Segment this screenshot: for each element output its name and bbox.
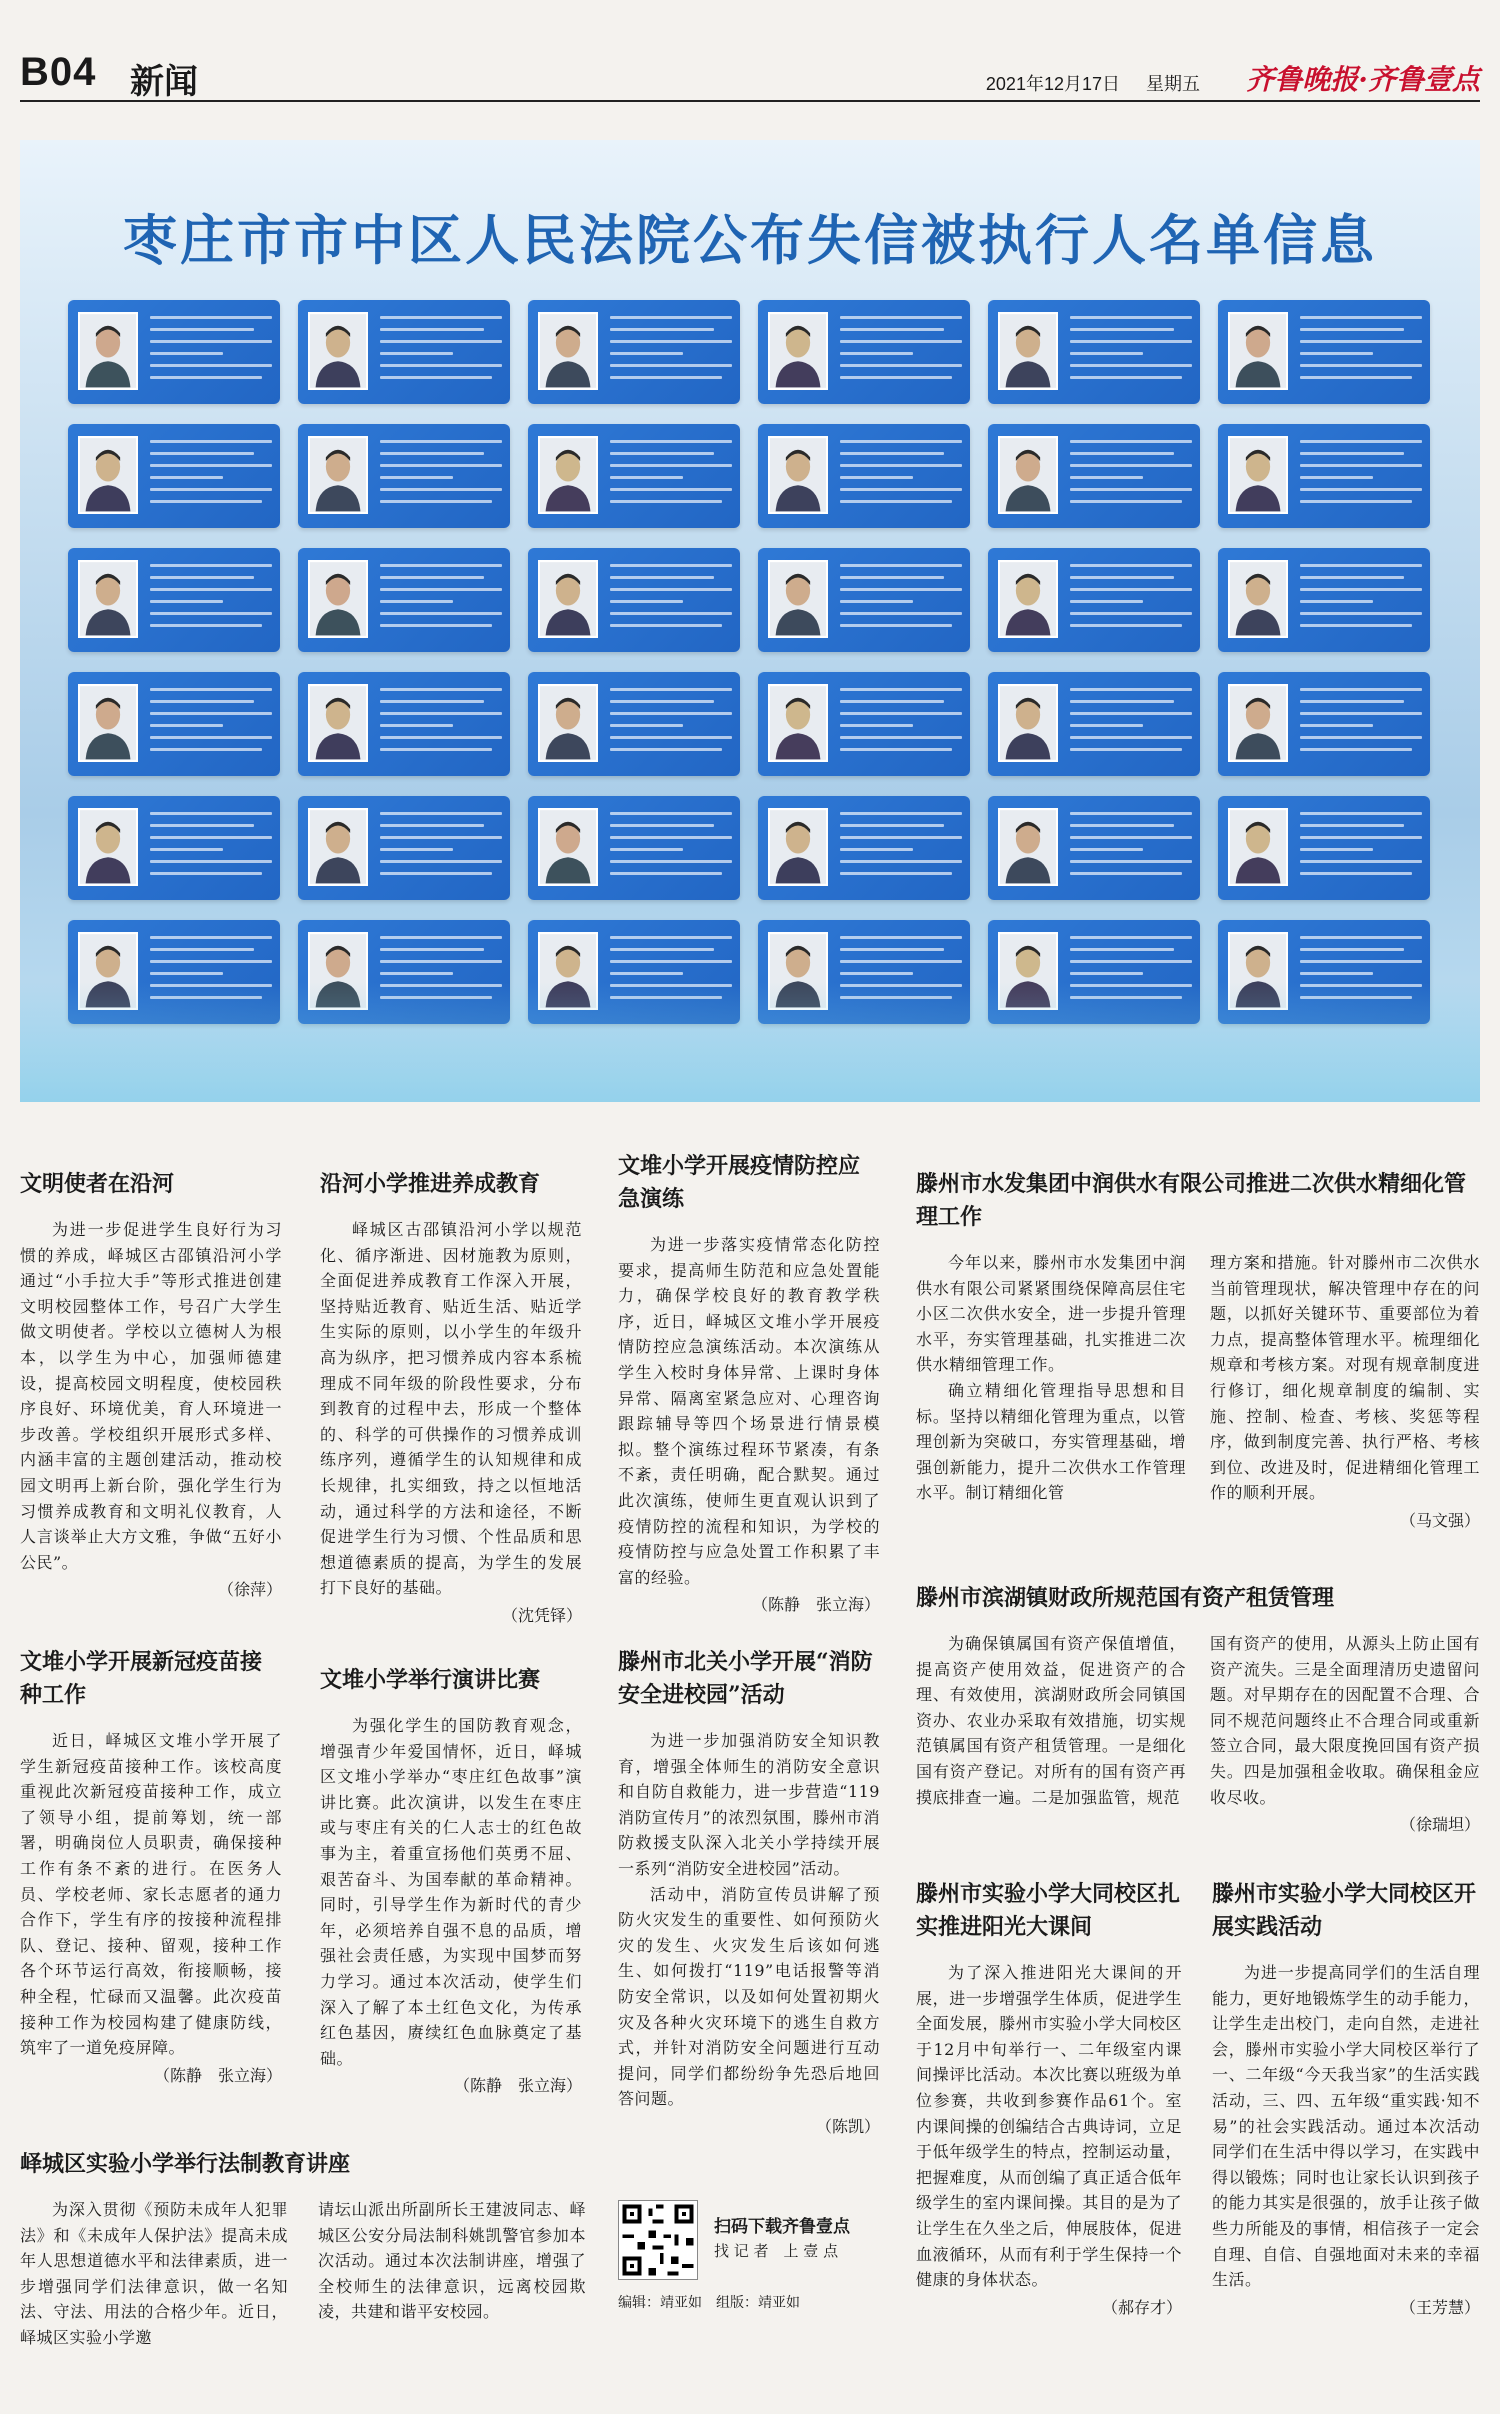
article-author: （马文强） bbox=[1399, 1510, 1480, 1530]
article-sunshine bbox=[916, 1878, 1182, 2318]
debtor-card bbox=[988, 300, 1200, 404]
card-text-lines bbox=[840, 564, 962, 636]
masthead bbox=[20, 40, 1480, 102]
debtor-card bbox=[528, 300, 740, 404]
card-text-lines bbox=[610, 316, 732, 388]
debtor-card bbox=[68, 300, 280, 404]
portrait-photo bbox=[78, 312, 138, 390]
debtor-card bbox=[298, 548, 510, 652]
card-text-lines bbox=[840, 688, 962, 760]
card-text-lines bbox=[1070, 688, 1192, 760]
debtor-card bbox=[298, 424, 510, 528]
card-text-lines bbox=[1300, 440, 1422, 512]
article-body: 为进一步促进学生良好行为习惯的养成，峄城区古邵镇沿河小学通过“小手拉大手”等形式推进创建文明校园整体工作，号召广大学生做文明使者。学校以立德树人为根本，以学生为中心，加强师德建设，提高校园文明程度，使校园秩序良好、环境优美，育人环境进一步改善。学校组织开展形式多样、内涵丰富的主题创建活动，推动校园文明再上新台阶，强化学生行为习惯养成教育和文明礼仪教育，人人言谈举止大方文雅，争做“五好小公民”。 bbox=[20, 1220, 282, 1572]
portrait-photo bbox=[538, 808, 598, 886]
brand-logo: 齐鲁晚报·齐鲁壹点 bbox=[1246, 63, 1480, 96]
article-title: 文堆小学开展新冠疫苗接种工作 bbox=[20, 1649, 263, 1708]
article-yanghe bbox=[320, 1168, 582, 1626]
debtor-card bbox=[528, 548, 740, 652]
portrait-photo bbox=[308, 312, 368, 390]
debtor-card bbox=[758, 300, 970, 404]
article-body: 活动中，消防宣传员讲解了预防火灾发生的重要性、如何预防火灾的发生、火灾发生后该如何逃生、如何拨打“119”电话报警等消防安全常识，以及如何处置初期火灾及各种火灾环境下的逃生自救方式，并针对消防安全问题进行互动提问，同学们都纷纷争先恐后地回答问题。 bbox=[618, 1884, 880, 2109]
banner-title: 枣庄市市中区人民法院公布失信被执行人名单信息 bbox=[123, 209, 1377, 272]
portrait-photo bbox=[538, 312, 598, 390]
portrait-photo bbox=[78, 560, 138, 638]
card-text-lines bbox=[840, 812, 962, 884]
article-body: 请坛山派出所副所长王建波同志、峄城区公安分局法制科姚凯警官参加本次活动。通过本次法制讲座，增强了全校师生的法律意识，远离校园欺凌，共建和谐平安校园。 bbox=[318, 2200, 586, 2322]
debtor-card-grid bbox=[68, 300, 1432, 1024]
card-text-lines bbox=[380, 688, 502, 760]
article-practice bbox=[1212, 1878, 1480, 2318]
debtor-card bbox=[68, 548, 280, 652]
article-author: （陈凯） bbox=[815, 2116, 880, 2136]
debtor-card bbox=[68, 796, 280, 900]
article-title: 滕州市实验小学大同校区开展实践活动 bbox=[1212, 1881, 1477, 1940]
debtor-card bbox=[758, 672, 970, 776]
debtor-card bbox=[988, 796, 1200, 900]
banner-decoration bbox=[20, 982, 1480, 1102]
article-body: 理方案和措施。针对滕州市二次供水当前管理现状，解决管理中存在的问题，以抓好关键环节、重要部位为着力点，提高整体管理水平。梳理细化规章和考核方案。对现有规章制度进行修订，细化规章制度的编制、实施、控制、检查、考核、奖惩等程序，做到制度完善、执行严格、考核到位、改进及时，促进精细化管理工作的顺利开展。 bbox=[1210, 1253, 1480, 1503]
portrait-photo bbox=[308, 808, 368, 886]
debtor-card bbox=[1218, 672, 1430, 776]
card-text-lines bbox=[150, 440, 272, 512]
debtor-card bbox=[298, 796, 510, 900]
card-text-lines bbox=[610, 688, 732, 760]
portrait-photo bbox=[78, 436, 138, 514]
card-text-lines bbox=[1300, 688, 1422, 760]
portrait-photo bbox=[1228, 436, 1288, 514]
article-author: （陈静 张立海） bbox=[453, 2076, 582, 2096]
card-text-lines bbox=[380, 316, 502, 388]
article-title: 滕州市实验小学大同校区扎实推进阳光大课间 bbox=[916, 1881, 1181, 1940]
portrait-photo bbox=[1228, 684, 1288, 762]
card-text-lines bbox=[840, 440, 962, 512]
article-law bbox=[20, 2148, 586, 2351]
card-text-lines bbox=[150, 564, 272, 636]
debtor-card bbox=[298, 672, 510, 776]
issue-weekday: 星期五 bbox=[1146, 74, 1200, 95]
article-body: 今年以来，滕州市水发集团中润供水有限公司紧紧围绕保障高层住宅小区二次供水安全，进一步提升管理水平，夯实管理基础，扎实推进二次供水精细管理工作。 bbox=[916, 1253, 1186, 1375]
card-text-lines bbox=[1300, 812, 1422, 884]
debtor-card bbox=[758, 796, 970, 900]
card-text-lines bbox=[1300, 564, 1422, 636]
portrait-photo bbox=[308, 684, 368, 762]
debtor-card bbox=[68, 424, 280, 528]
article-author: （徐萍） bbox=[217, 1580, 282, 1600]
page-number: B04 bbox=[20, 50, 97, 94]
portrait-photo bbox=[1228, 312, 1288, 390]
portrait-photo bbox=[998, 436, 1058, 514]
article-title: 文明使者在沿河 bbox=[20, 1171, 175, 1197]
debtor-card bbox=[528, 672, 740, 776]
card-text-lines bbox=[150, 688, 272, 760]
article-water bbox=[916, 1168, 1480, 1531]
article-body: 为强化学生的国防教育观念，增强青少年爱国情怀，近日，峄城区文堆小学举办“枣庄红色故事”演讲比赛。此次演讲，以发生在枣庄或与枣庄有关的仁人志士的红色故事为主，着重宣扬他们英勇不屈、艰苦奋斗、为国奉献的革命精神。同时，引导学生作为新时代的青少年，必须培养自强不息的品质，增强社会责任感，为实现中国梦而努力学习。通过本次活动，使学生们深入了解了本土红色文化，为传承红色基因，赓续红色血脉奠定了基础。 bbox=[320, 1716, 582, 2068]
article-binhu bbox=[916, 1582, 1480, 1835]
card-text-lines bbox=[840, 316, 962, 388]
card-text-lines bbox=[610, 812, 732, 884]
article-speech bbox=[320, 1664, 582, 2096]
portrait-photo bbox=[1228, 808, 1288, 886]
portrait-photo bbox=[308, 560, 368, 638]
article-author: （徐瑞坦） bbox=[1399, 1815, 1480, 1835]
article-title: 文堆小学开展疫情防控应急演练 bbox=[618, 1153, 861, 1212]
debtor-card bbox=[988, 424, 1200, 528]
article-fire bbox=[618, 1646, 880, 2137]
portrait-photo bbox=[538, 684, 598, 762]
article-body: 为了深入推进阳光大课间的开展，进一步增强学生体质，促进学生全面发展，滕州市实验小学大同校区于12月中旬举行一、二年级室内课间操评比活动。本次比赛以班级为单位参赛，共收到参赛作品61个。室内课间操的创编结合古典诗词，立足于低年级学生的特点，控制运动量，把握难度，从而创编了真正适合低年级学生的室内课间操。其目的是为了让学生在久坐之后，伸展肢体，促进血液循环，从而有利于学生保持一个健康的身体状态。 bbox=[916, 1963, 1182, 2290]
portrait-photo bbox=[768, 808, 828, 886]
article-title: 峄城区实验小学举行法制教育讲座 bbox=[20, 2151, 351, 2177]
article-author: （陈静 张立海） bbox=[751, 1595, 880, 1615]
card-text-lines bbox=[1070, 316, 1192, 388]
portrait-photo bbox=[768, 312, 828, 390]
debtor-card bbox=[1218, 796, 1430, 900]
debtor-card bbox=[528, 796, 740, 900]
debtor-card bbox=[758, 424, 970, 528]
article-body: 国有资产的使用，从源头上防止国有资产流失。三是全面理清历史遗留问题。对早期存在的因配置不合理、合同不规范问题终止不合理合同或重新签立合同，最大限度挽回国有资产损失。四是加强租金收取。确保租金应收尽收。 bbox=[1210, 1634, 1480, 1807]
portrait-photo bbox=[78, 808, 138, 886]
card-text-lines bbox=[1070, 564, 1192, 636]
qr-code[interactable] bbox=[618, 2200, 698, 2280]
article-body: 为进一步加强消防安全知识教育，增强全体师生的消防安全意识和自防自救能力，进一步营造“119消防宣传月”的浓烈氛围，滕州市消防救援支队深入北关小学持续开展一系列“消防安全进校园”活动。 bbox=[618, 1731, 880, 1878]
article-body: 为深入贯彻《预防未成年人犯罪法》和《未成年人保护法》提高未成年人思想道德水平和法律素质，进一步增强同学们法律意识，做一名知法、守法、用法的合格少年。近日，峄城区实验小学邀 bbox=[20, 2200, 288, 2347]
article-vaccine bbox=[20, 1646, 282, 2086]
portrait-photo bbox=[78, 684, 138, 762]
debtor-card bbox=[1218, 548, 1430, 652]
article-body: 为确保镇属国有资产保值增值，提高资产使用效益，促进资产的合理、有效使用，滨湖财政所会同镇国资办、农业办采取有效措施，切实规范镇属国有资产租赁管理。一是细化国有资产登记。对所有的国有资产再摸底排查一遍。二是加强监管，规范 bbox=[916, 1634, 1186, 1807]
portrait-photo bbox=[998, 312, 1058, 390]
article-body: 峄城区古邵镇沿河小学以规范化、循序渐进、因材施教为原则，全面促进养成教育工作深入开展，坚持贴近教育、贴近生活、贴近学生实际的原则，以小学生的年级升高为纵序，把习惯养成内容本系梳理成不同年级的阶段性要求，分布到教育的过程中去，形成一个整体的、科学的可供操作的习惯养成训练序列，遵循学生的认知规律和成长规律，扎实细致，持之以恒地活动，通过科学的方法和途径，不断促进学生行为习惯、个性品质和思想道德素质的提高，为学生的发展打下良好的基础。 bbox=[320, 1220, 582, 1598]
portrait-photo bbox=[998, 560, 1058, 638]
debtor-card bbox=[988, 548, 1200, 652]
article-title: 文堆小学举行演讲比赛 bbox=[320, 1667, 541, 1693]
debtor-card bbox=[68, 672, 280, 776]
article-author: （王芳慧） bbox=[1399, 2297, 1480, 2317]
article-body: 近日，峄城区文堆小学开展了学生新冠疫苗接种工作。该校高度重视此次新冠疫苗接种工作，成立了领导小组，提前筹划，统一部署，明确岗位人员职责，确保接种工作有条不紊的进行。在医务人员、学校老师、家长志愿者的通力合作下，学生有序的按接种流程排队、登记、接种、留观，接种工作各个环节运行高效，衔接顺畅，接种全程，忙碌而又温馨。此次疫苗接种工作为校园构建了健康防线，筑牢了一道免疫屏障。 bbox=[20, 1731, 282, 2058]
article-body: 为进一步落实疫情常态化防控要求，提高师生防范和应急处置能力，确保学校良好的教育教学秩序，近日，峄城区文堆小学开展疫情防控应急演练活动。本次演练从学生入校时身体异常、上课时身体异常、隔离室紧急应对、心理咨询跟踪辅导等四个场景进行情景模拟。整个演练过程环节紧凑，有条不紊，责任明确，配合默契。通过此次演练，使师生更直观认识到了疫情防控的流程和知识，为学校的疫情防控与应急处置工作积累了丰富的经验。 bbox=[618, 1235, 880, 1587]
portrait-photo bbox=[768, 684, 828, 762]
portrait-photo bbox=[768, 560, 828, 638]
debtor-card bbox=[1218, 424, 1430, 528]
article-body: 确立精细化管理指导思想和目标。坚持以精细化管理为重点，以管理创新为突破口，夯实管理基础，增强创新能力，提升二次供水工作管理水平。制订精细化管 bbox=[916, 1380, 1186, 1503]
article-author: （郝存才） bbox=[1101, 2297, 1182, 2317]
portrait-photo bbox=[538, 436, 598, 514]
issue-date: 2021年12月17日 bbox=[985, 74, 1120, 94]
debtor-card bbox=[528, 424, 740, 528]
card-text-lines bbox=[610, 564, 732, 636]
card-text-lines bbox=[610, 440, 732, 512]
qr-caption-title: 扫码下载齐鲁壹点 bbox=[714, 2217, 850, 2237]
debtor-card bbox=[298, 300, 510, 404]
card-text-lines bbox=[1070, 812, 1192, 884]
portrait-photo bbox=[768, 436, 828, 514]
debtor-card bbox=[988, 672, 1200, 776]
card-text-lines bbox=[1300, 316, 1422, 388]
article-wendui-drill bbox=[618, 1150, 880, 1615]
portrait-photo bbox=[538, 560, 598, 638]
portrait-photo bbox=[998, 808, 1058, 886]
card-text-lines bbox=[1070, 440, 1192, 512]
court-notice-banner bbox=[20, 140, 1480, 1102]
card-text-lines bbox=[380, 440, 502, 512]
qr-caption-slogan: 找 记 者 上 壹 点 bbox=[714, 2242, 839, 2260]
card-text-lines bbox=[380, 812, 502, 884]
article-title: 沿河小学推进养成教育 bbox=[320, 1171, 541, 1197]
article-author: （沈凭铎） bbox=[501, 1605, 582, 1625]
article-author: （陈静 张立海） bbox=[153, 2065, 282, 2085]
card-text-lines bbox=[150, 812, 272, 884]
article-title: 滕州市滨湖镇财政所规范国有资产租赁管理 bbox=[916, 1585, 1335, 1611]
debtor-card bbox=[758, 548, 970, 652]
article-title: 滕州市北关小学开展“消防安全进校园”活动 bbox=[618, 1649, 873, 1708]
portrait-photo bbox=[308, 436, 368, 514]
card-text-lines bbox=[150, 316, 272, 388]
debtor-card bbox=[1218, 300, 1430, 404]
editor-credits: 编辑：靖亚如 组版：靖亚如 bbox=[618, 2295, 800, 2311]
article-wenming bbox=[20, 1168, 282, 1600]
portrait-photo bbox=[998, 684, 1058, 762]
article-title: 滕州市水发集团中润供水有限公司推进二次供水精细化管理工作 bbox=[916, 1171, 1467, 1230]
card-text-lines bbox=[380, 564, 502, 636]
article-body: 为进一步提高同学们的生活自理能力，更好地锻炼学生的动手能力，让学生走出校门，走向自然，走进社会，滕州市实验小学大同校区举行了一、二年级“今天我当家”的生活实践活动，三、四、五年级“重实践·知不易”的社会实践活动。通过本次活动同学们在生活中得以学习，在实践中得以锻炼；同时也让家长认识到孩子的能力其实是很强的，放手让孩子做些力所能及的事情，相信孩子一定会自理、自信、自强地面对未来的幸福生活。 bbox=[1212, 1963, 1480, 2290]
section-name: 新闻 bbox=[130, 62, 198, 102]
portrait-photo bbox=[1228, 560, 1288, 638]
